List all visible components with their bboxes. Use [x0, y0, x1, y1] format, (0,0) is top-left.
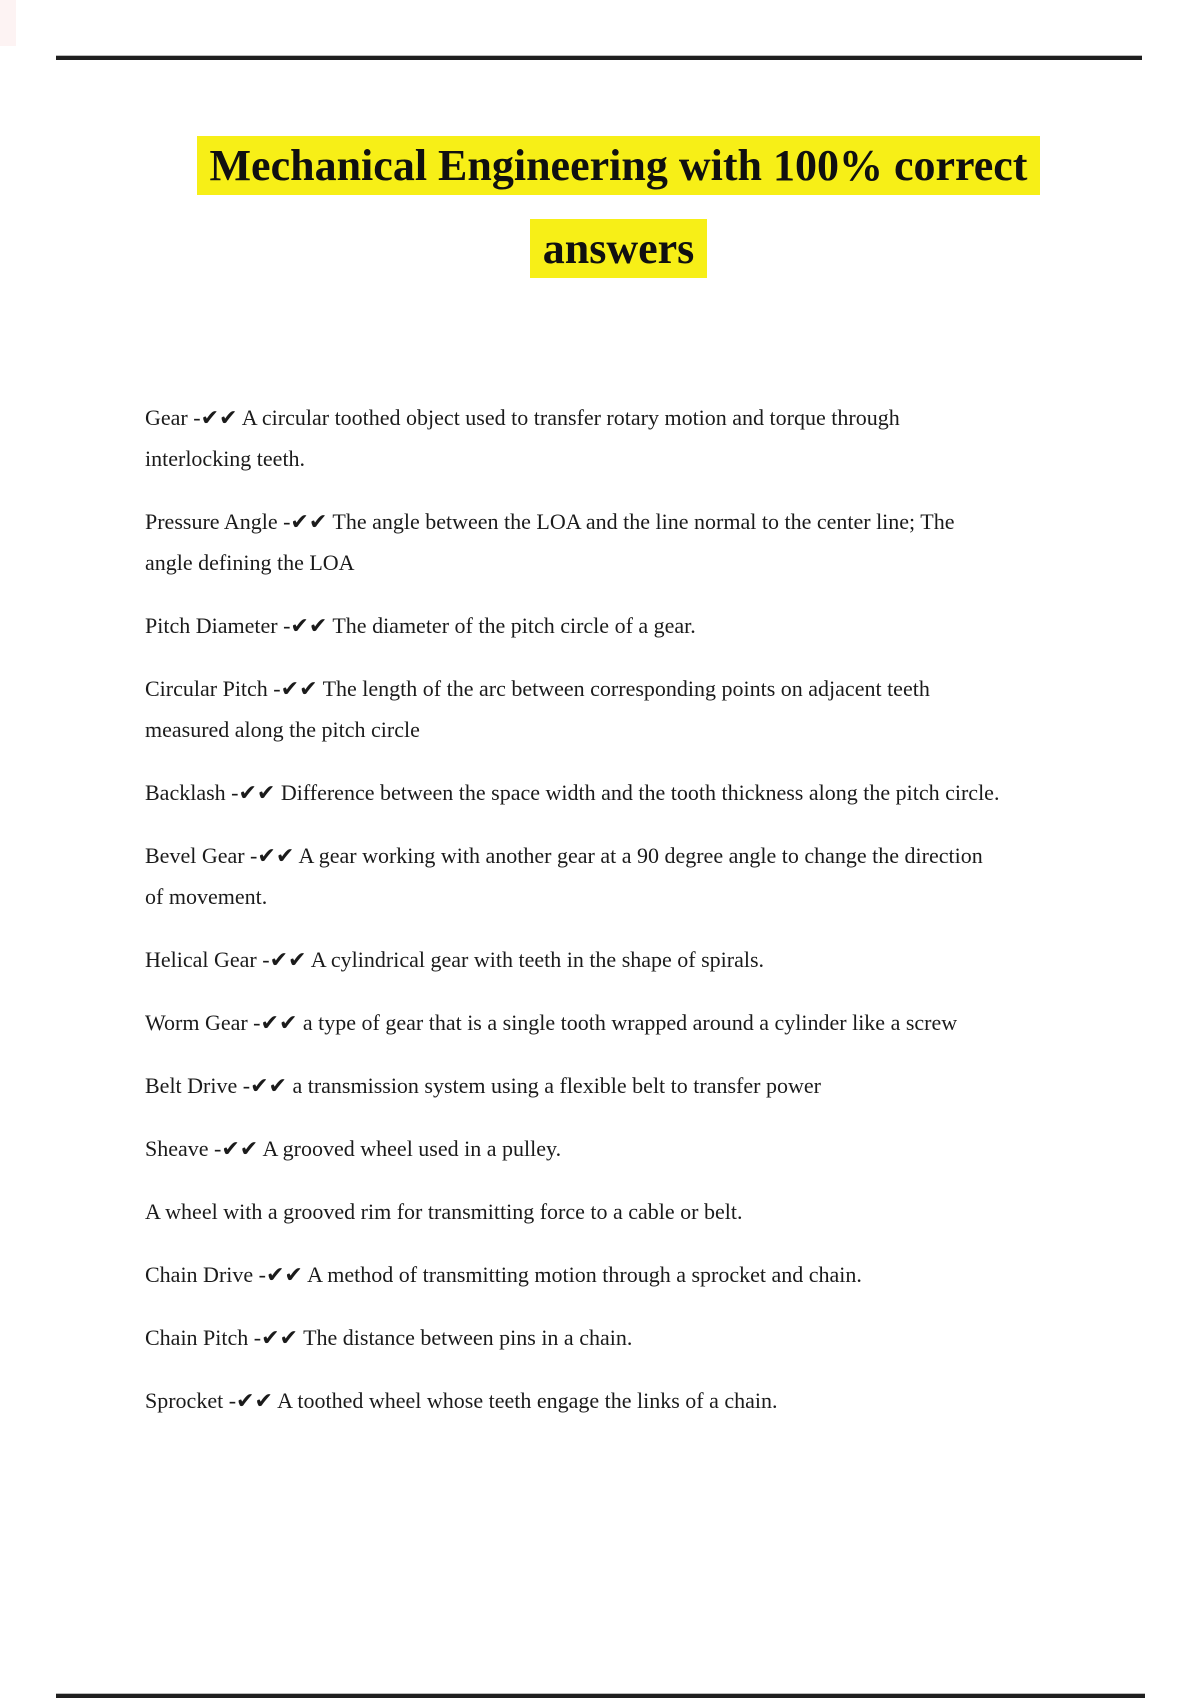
page-title-row-2 [145, 219, 1092, 278]
definition-line: Pitch Diameter -✔✔ The diameter of the pitch circle of a gear. [145, 613, 696, 638]
scan-artifact [0, 0, 16, 46]
definition-paragraph [145, 1254, 1100, 1295]
page-title [145, 136, 1092, 278]
page-title-line-1: Mechanical Engineering with 100% correct [197, 136, 1041, 195]
definition-line: Chain Pitch -✔✔ The distance between pins in a chain. [145, 1325, 633, 1350]
definitions-list [145, 397, 1100, 1443]
definition-paragraph [145, 501, 1100, 583]
definition-paragraph [145, 1380, 1100, 1421]
definition-line: Sprocket -✔✔ A toothed wheel whose teeth engage the links of a chain. [145, 1388, 778, 1413]
page-title-row-1 [145, 136, 1092, 195]
definition-paragraph [145, 939, 1100, 980]
definition-line: A wheel with a grooved rim for transmitting force to a cable or belt. [145, 1199, 743, 1224]
definition-paragraph [145, 1191, 1100, 1232]
definition-paragraph [145, 668, 1100, 750]
definition-line: Bevel Gear -✔✔ A gear working with another gear at a 90 degree angle to change the direction [145, 843, 983, 868]
definition-paragraph [145, 605, 1100, 646]
definition-paragraph [145, 1065, 1100, 1106]
page-title-line-2: answers [530, 219, 708, 278]
definition-paragraph [145, 772, 1100, 813]
definition-line: of movement. [145, 884, 268, 909]
definition-line: Gear -✔✔ A circular toothed object used to transfer rotary motion and torque through [145, 405, 900, 430]
definition-line: Helical Gear -✔✔ A cylindrical gear with teeth in the shape of spirals. [145, 947, 765, 972]
definition-line: Sheave -✔✔ A grooved wheel used in a pulley. [145, 1136, 562, 1161]
definition-line: Worm Gear -✔✔ a type of gear that is a single tooth wrapped around a cylinder like a screw [145, 1010, 958, 1035]
definition-line: Pressure Angle -✔✔ The angle between the LOA and the line normal to the center line; The [145, 509, 955, 534]
definition-paragraph [145, 1002, 1100, 1043]
definition-line: Circular Pitch -✔✔ The length of the arc between corresponding points on adjacent teeth [145, 676, 930, 701]
definition-line: interlocking teeth. [145, 446, 306, 471]
definition-paragraph [145, 835, 1100, 917]
definition-line: measured along the pitch circle [145, 717, 420, 742]
bottom-rule [56, 1694, 1145, 1698]
definition-line: Chain Drive -✔✔ A method of transmitting motion through a sprocket and chain. [145, 1262, 862, 1287]
definition-line: Backlash -✔✔ Difference between the space width and the tooth thickness along the pitch circle. [145, 780, 1000, 805]
definition-line: angle defining the LOA [145, 550, 355, 575]
definition-paragraph [145, 1317, 1100, 1358]
definition-line: Belt Drive -✔✔ a transmission system using a flexible belt to transfer power [145, 1073, 821, 1098]
definition-paragraph [145, 397, 1100, 479]
top-rule [56, 56, 1142, 60]
definition-paragraph [145, 1128, 1100, 1169]
